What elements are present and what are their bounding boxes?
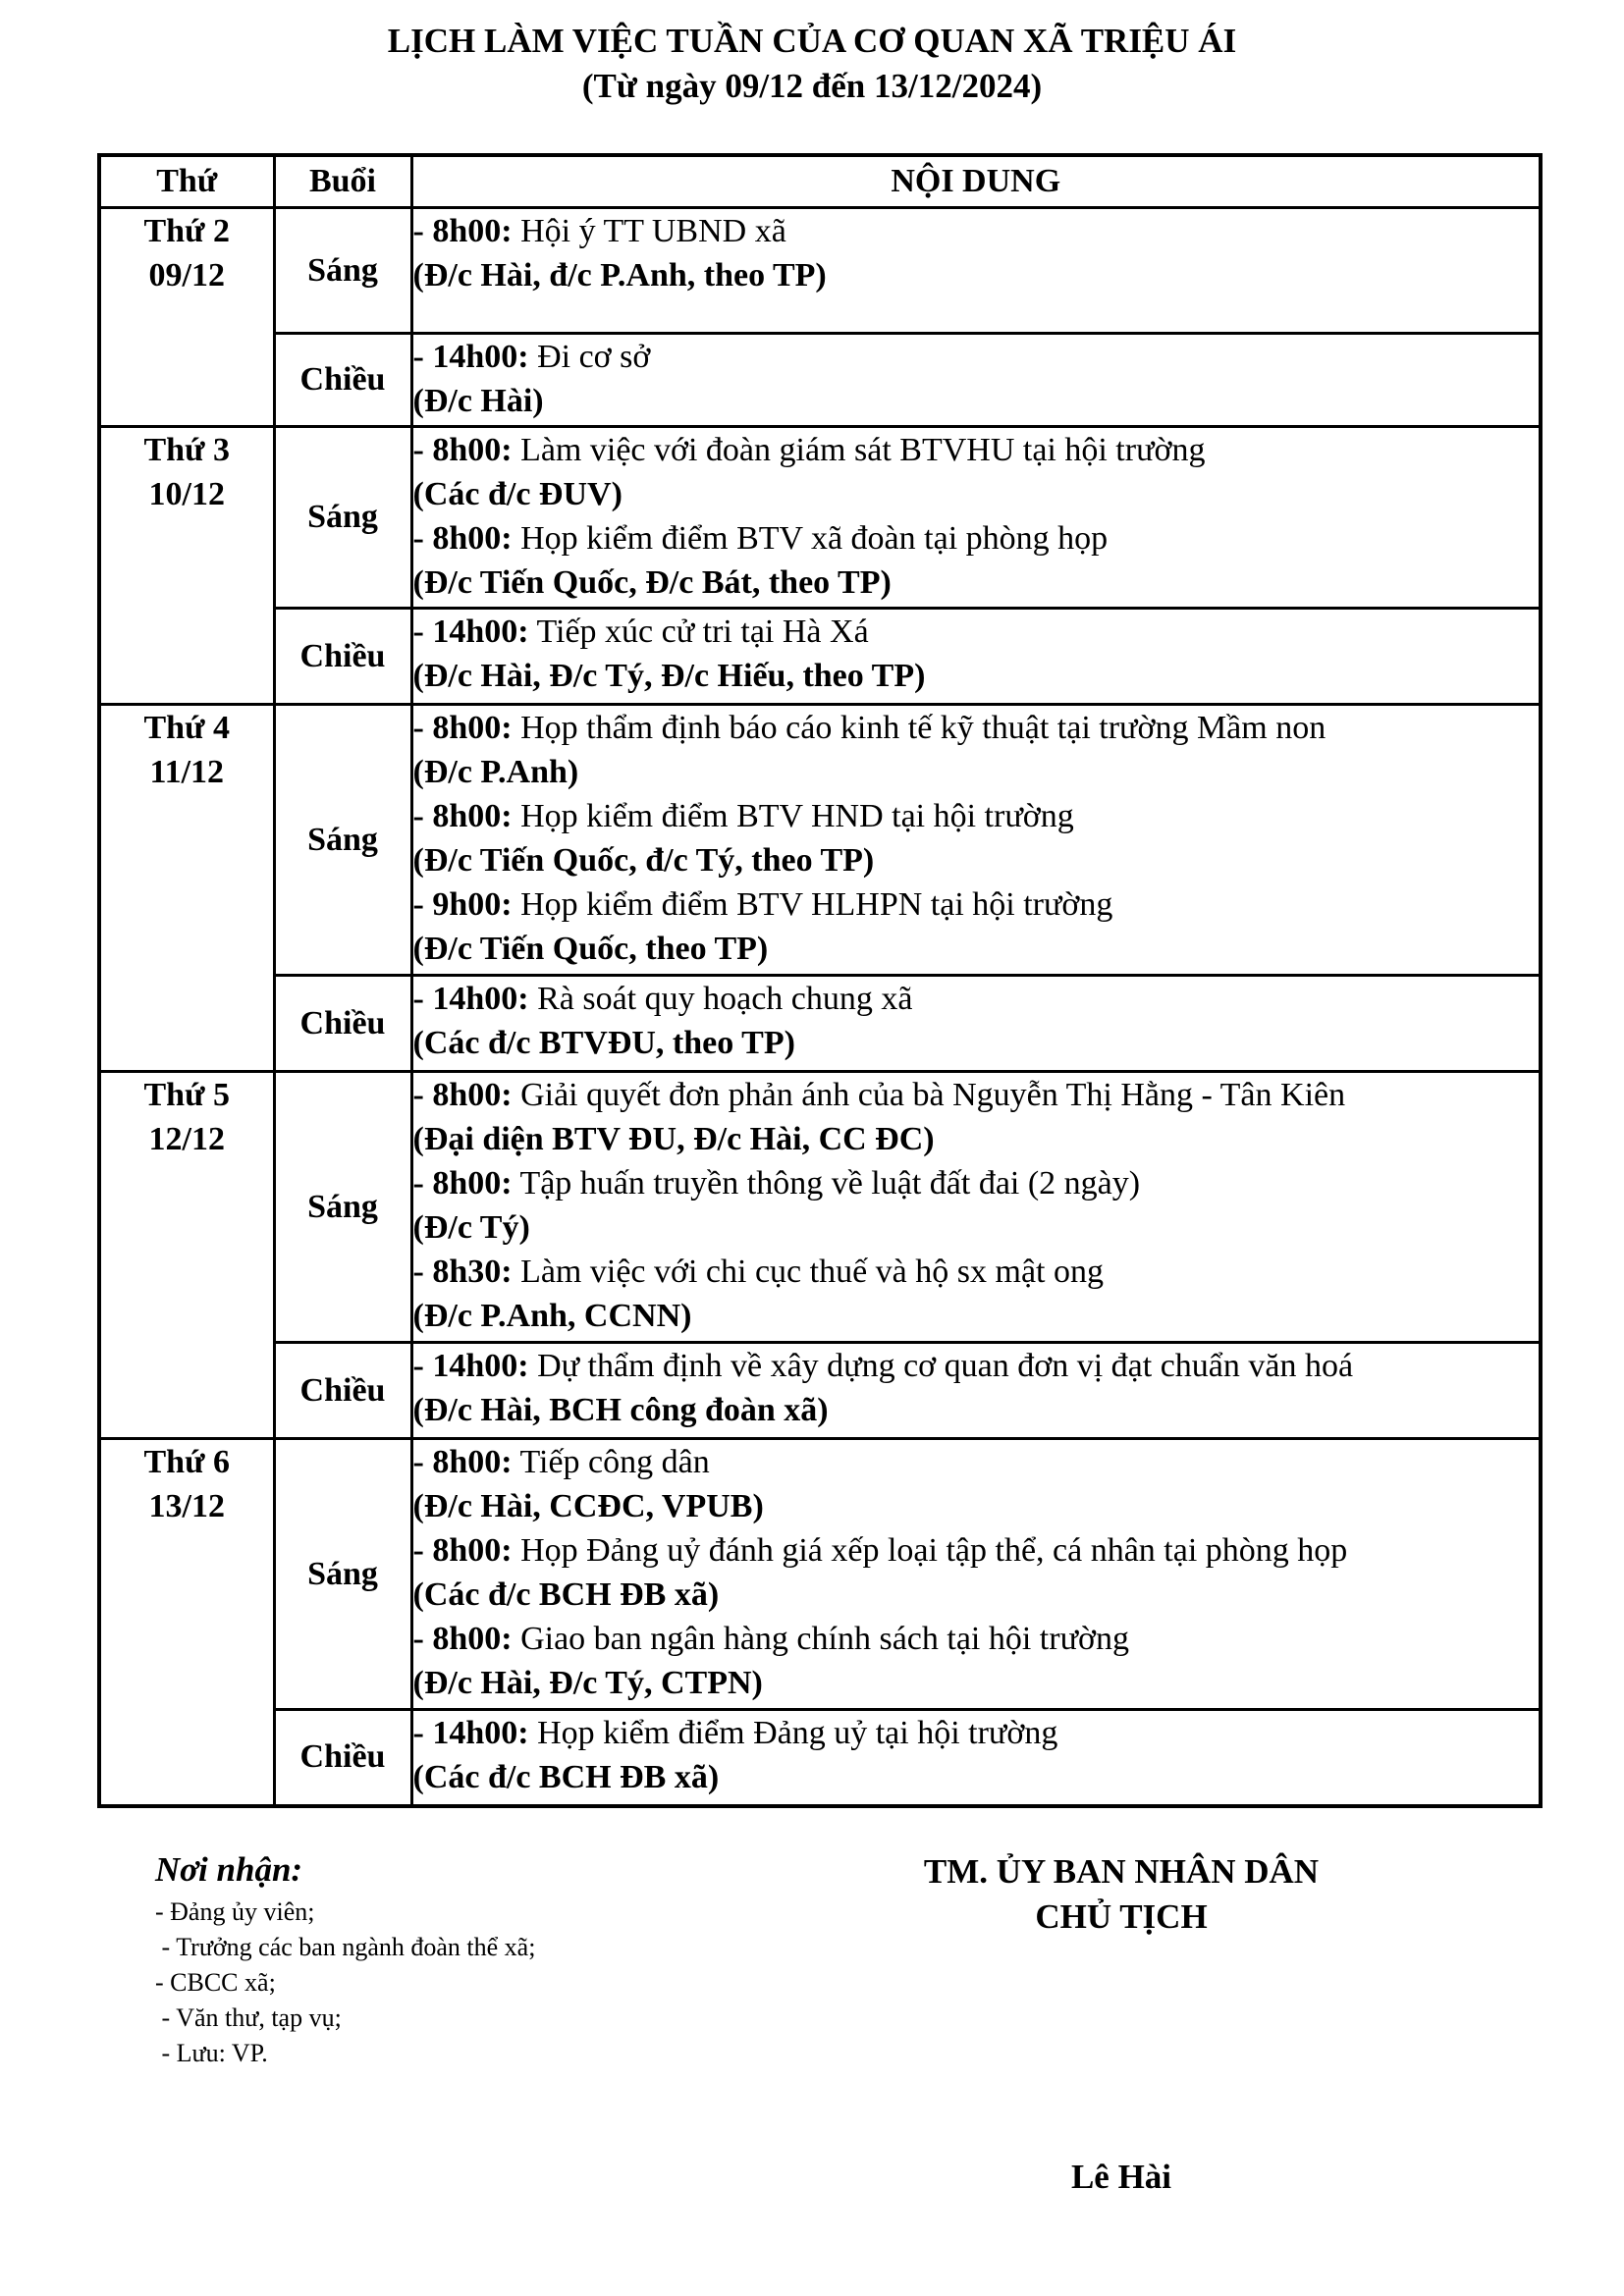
day-name: Thứ 4 xyxy=(143,710,230,746)
content-cell xyxy=(411,1710,1541,1806)
activity-participants: (Đ/c P.Anh) xyxy=(412,754,579,790)
activity-time: - 8h00: xyxy=(412,710,513,746)
activity-participants: (Đ/c Hài, Đ/c Tý, Đ/c Hiếu, theo TP) xyxy=(412,658,926,694)
activity-participants: (Đ/c Hài, CCĐC, VPUB) xyxy=(412,1488,764,1524)
activity-line xyxy=(413,428,1540,472)
recipient-item: - Trưởng các ban ngành đoàn thể xã; xyxy=(155,1933,536,1961)
activity-line xyxy=(413,794,1540,838)
day-cell xyxy=(99,1439,274,1806)
recipient-item: - Đảng ủy viên; xyxy=(155,1897,315,1926)
content-cell xyxy=(411,427,1541,609)
day-date: 12/12 xyxy=(148,1121,225,1157)
column-header-content: NỘI DUNG xyxy=(411,155,1541,208)
activity-participants: (Đ/c Tiến Quốc, đ/c Tý, theo TP) xyxy=(412,842,875,879)
content-cell xyxy=(411,1439,1541,1710)
activity-time: - 8h00: xyxy=(412,432,513,468)
recipient-item: - Lưu: VP. xyxy=(155,2039,268,2067)
activity-time: - 8h00: xyxy=(412,1621,513,1657)
signature-title: CHỦ TỊCH xyxy=(1035,1897,1208,1936)
recipients-label: Nơi nhận: xyxy=(155,1850,303,1889)
activity-line xyxy=(413,1073,1540,1117)
activity-participants: (Đ/c Hài, Đ/c Tý, CTPN) xyxy=(412,1665,763,1701)
session-cell: Chiều xyxy=(274,609,411,705)
activity-task: Giải quyết đơn phản ánh của bà Nguyễn Thị Hằng - Tân Kiên xyxy=(512,1077,1346,1113)
activity-task: Tập huấn truyền thông về luật đất đai (2 ngày) xyxy=(512,1165,1141,1201)
session-cell: Sáng xyxy=(274,1072,411,1343)
content-cell xyxy=(411,334,1541,427)
content-cell xyxy=(411,976,1541,1072)
activity-participants: (Đ/c Tiến Quốc, Đ/c Bát, theo TP) xyxy=(412,564,892,601)
column-header-session: Buổi xyxy=(274,155,411,208)
activity-line xyxy=(413,516,1540,561)
day-name: Thứ 6 xyxy=(143,1444,230,1480)
schedule-row xyxy=(99,1343,1541,1439)
activity-participants: (Đ/c P.Anh, CCNN) xyxy=(412,1298,692,1334)
day-cell xyxy=(99,1072,274,1439)
activity-participants: (Các đ/c BCH ĐB xã) xyxy=(412,1576,720,1613)
activity-time: - 8h00: xyxy=(412,1165,513,1201)
day-cell xyxy=(99,427,274,705)
activity-participants: (Đ/c Hài, đ/c P.Anh, theo TP) xyxy=(412,257,827,294)
activity-time: - 9h00: xyxy=(412,886,513,923)
activity-task: Hội ý TT UBND xã xyxy=(512,213,786,249)
day-date: 10/12 xyxy=(148,476,225,512)
schedule-row xyxy=(99,1072,1541,1343)
activity-line xyxy=(413,977,1540,1021)
activity-time: - 8h00: xyxy=(412,213,513,249)
schedule-row xyxy=(99,1710,1541,1806)
day-cell xyxy=(99,208,274,427)
activity-participants: (Các đ/c BCH ĐB xã) xyxy=(412,1759,720,1795)
session-cell: Chiều xyxy=(274,334,411,427)
schedule-table xyxy=(97,153,1543,1808)
session-cell: Chiều xyxy=(274,1710,411,1806)
activity-time: - 8h00: xyxy=(412,1532,513,1569)
session-cell: Sáng xyxy=(274,1439,411,1710)
schedule-row xyxy=(99,705,1541,976)
signer-name: Lê Hài xyxy=(1070,2158,1172,2196)
activity-time: - 8h00: xyxy=(412,1444,513,1480)
activity-task: Làm việc với chi cục thuế và hộ sx mật ong xyxy=(512,1254,1104,1290)
activity-line xyxy=(413,1161,1540,1205)
content-cell xyxy=(411,1072,1541,1343)
day-name: Thứ 2 xyxy=(143,213,230,249)
signature-organization: TM. ỦY BAN NHÂN DÂN xyxy=(923,1852,1320,1891)
day-date: 13/12 xyxy=(148,1488,225,1524)
document-date-range: (Từ ngày 09/12 đến 13/12/2024) xyxy=(581,67,1043,105)
activity-line xyxy=(413,706,1540,750)
activity-task: Họp kiểm điểm Đảng uỷ tại hội trường xyxy=(528,1715,1058,1751)
activity-task: Họp Đảng uỷ đánh giá xếp loại tập thể, cá nhân tại phòng họp xyxy=(512,1532,1348,1569)
activity-task: Họp kiểm điểm BTV xã đoàn tại phòng họp xyxy=(512,520,1109,557)
table-header-row xyxy=(99,155,1541,208)
schedule-row xyxy=(99,334,1541,427)
activity-line xyxy=(413,1344,1540,1388)
session-cell: Sáng xyxy=(274,208,411,334)
activity-time: - 8h00: xyxy=(412,520,513,557)
signature-block xyxy=(846,1849,1396,1940)
activity-task: Tiếp xúc cử tri tại Hà Xá xyxy=(528,614,869,650)
activity-time: - 14h00: xyxy=(412,981,529,1017)
activity-task: Họp kiểm điểm BTV HLHPN tại hội trường xyxy=(512,886,1113,923)
activity-task: Họp thẩm định báo cáo kinh tế kỹ thuật tại trường Mầm non xyxy=(512,710,1326,746)
activity-participants: (Đại diện BTV ĐU, Đ/c Hài, CC ĐC) xyxy=(412,1121,935,1157)
document-title: LỊCH LÀM VIỆC TUẦN CỦA CƠ QUAN XÃ TRIỆU ÁI xyxy=(387,22,1237,60)
activity-time: - 8h30: xyxy=(412,1254,513,1290)
session-cell: Sáng xyxy=(274,427,411,609)
activity-line xyxy=(413,1528,1540,1573)
activity-line xyxy=(413,1617,1540,1661)
session-cell: Sáng xyxy=(274,705,411,976)
activity-line xyxy=(413,1440,1540,1484)
column-header-day: Thứ xyxy=(99,155,274,208)
content-cell xyxy=(411,609,1541,705)
session-cell: Chiều xyxy=(274,976,411,1072)
activity-time: - 14h00: xyxy=(412,1348,529,1384)
activity-line xyxy=(413,1250,1540,1294)
activity-line xyxy=(413,335,1540,379)
activity-task: Dự thẩm định về xây dựng cơ quan đơn vị đạt chuẩn văn hoá xyxy=(528,1348,1354,1384)
activity-task: Rà soát quy hoạch chung xã xyxy=(528,981,913,1017)
recipient-item: - Văn thư, tạp vụ; xyxy=(155,2003,342,2032)
activity-task: Họp kiểm điểm BTV HND tại hội trường xyxy=(512,798,1074,834)
schedule-row xyxy=(99,208,1541,334)
session-cell: Chiều xyxy=(274,1343,411,1439)
activity-line xyxy=(413,882,1540,927)
activity-task: Đi cơ sở xyxy=(528,339,651,375)
day-date: 11/12 xyxy=(149,754,225,790)
schedule-row xyxy=(99,1439,1541,1710)
activity-line xyxy=(413,610,1540,654)
day-date: 09/12 xyxy=(148,257,225,294)
schedule-row xyxy=(99,609,1541,705)
activity-participants: (Đ/c Tý) xyxy=(412,1209,530,1246)
content-cell xyxy=(411,208,1541,334)
day-cell xyxy=(99,705,274,1072)
activity-participants: (Đ/c Hài) xyxy=(412,383,544,419)
activity-participants: (Đ/c Hài, BCH công đoàn xã) xyxy=(412,1392,829,1428)
activity-participants: (Các đ/c ĐUV) xyxy=(412,476,623,512)
activity-participants: (Đ/c Tiến Quốc, theo TP) xyxy=(412,931,769,967)
activity-time: - 14h00: xyxy=(412,614,529,650)
schedule-row xyxy=(99,976,1541,1072)
day-name: Thứ 5 xyxy=(143,1077,230,1113)
activity-time: - 8h00: xyxy=(412,1077,513,1113)
activity-participants: (Các đ/c BTVĐU, theo TP) xyxy=(412,1025,795,1061)
activity-time: - 14h00: xyxy=(412,1715,529,1751)
recipients-block xyxy=(155,1849,535,2071)
activity-line xyxy=(413,1711,1540,1755)
activity-time: - 14h00: xyxy=(412,339,529,375)
activity-task: Làm việc với đoàn giám sát BTVHU tại hội trường xyxy=(512,432,1206,468)
schedule-row xyxy=(99,427,1541,609)
activity-task: Giao ban ngân hàng chính sách tại hội trường xyxy=(512,1621,1129,1657)
activity-time: - 8h00: xyxy=(412,798,513,834)
content-cell xyxy=(411,1343,1541,1439)
activity-task: Tiếp công dân xyxy=(512,1444,710,1480)
activity-line xyxy=(413,209,1540,253)
recipient-item: - CBCC xã; xyxy=(155,1968,276,1997)
day-name: Thứ 3 xyxy=(143,432,230,468)
content-cell xyxy=(411,705,1541,976)
